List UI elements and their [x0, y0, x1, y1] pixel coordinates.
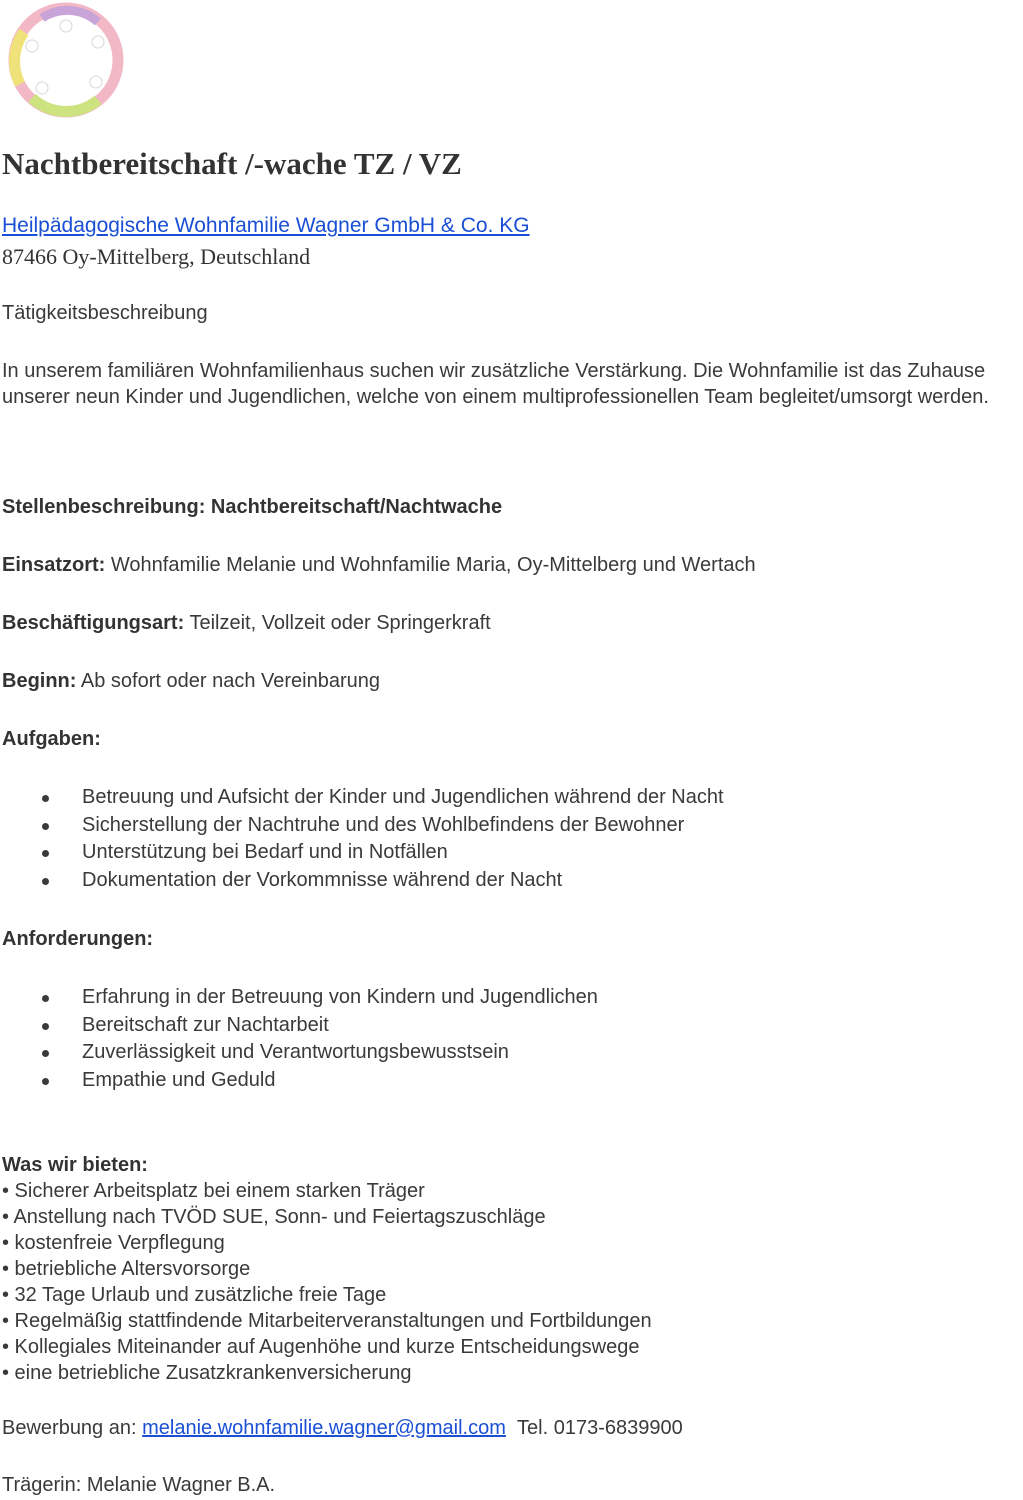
offer-item: • betriebliche Altersvorsorge [2, 1258, 251, 1280]
job-location: 87466 Oy-Mittelberg, Deutschland [2, 244, 311, 269]
offers-block [2, 1152, 652, 1386]
tasks-list [0, 784, 724, 894]
owner-line: Trägerin: Melanie Wagner B.A. [2, 1474, 276, 1496]
job-title-line-text: Stellenbeschreibung: Nachtbereitschaft/Nachtwache [2, 496, 503, 518]
offer-item: • kostenfreie Verpflegung [2, 1232, 225, 1254]
list-item: Dokumentation der Vorkommnisse während der Nacht [0, 867, 724, 895]
field-beginn [2, 668, 380, 694]
company-logo [2, 2, 126, 118]
requirements-heading [2, 926, 153, 952]
requirements-heading-text: Anforderungen: [2, 928, 154, 950]
offer-item: • Regelmäßig stattfindende Mitarbeiterveranstaltungen und Fortbildungen [2, 1310, 652, 1332]
offer-item: • Kollegiales Miteinander auf Augenhöhe und kurze Entscheidungswege [2, 1336, 640, 1358]
list-item: Erfahrung in der Betreuung von Kindern und Jugendlichen [0, 984, 598, 1012]
offer-item: • eine betriebliche Zusatzkrankenversicherung [2, 1362, 412, 1384]
offer-item: • Anstellung nach TVÖD SUE, Sonn- und Feiertagszuschläge [2, 1206, 546, 1228]
job-description: In unserem familiären Wohnfamilienhaus suchen wir zusätzliche Verstärkung. Die Wohnfamilie ist das Zuhause unserer neun Kinder und Jugendlichen, welche von einem multiprofessionellen Team begleitet/umsorgt werden. [2, 360, 989, 408]
offer-item: • Sicherer Arbeitsplatz bei einem starken Träger [2, 1180, 425, 1202]
list-item: Empathie und Geduld [0, 1067, 598, 1095]
list-item: Bereitschaft zur Nachtarbeit [0, 1012, 598, 1040]
art-label: Beschäftigungsart: [2, 612, 185, 634]
art-value: Teilzeit, Vollzeit oder Springerkraft [184, 612, 491, 634]
offer-item: • 32 Tage Urlaub und zusätzliche freie Tage [2, 1284, 387, 1306]
phone-number: Tel. 0173-6839900 [517, 1417, 683, 1439]
field-beschaeftigungsart [2, 610, 491, 636]
field-einsatzort [2, 552, 756, 578]
requirements-list [0, 984, 598, 1094]
email-link[interactable]: melanie.wohnfamilie.wagner@gmail.com [142, 1417, 506, 1439]
job-title-line [2, 494, 502, 520]
tasks-heading-text: Aufgaben: [2, 728, 101, 750]
section-heading: Tätigkeitsbeschreibung [2, 302, 208, 324]
company-link[interactable]: Heilpädagogische Wohnfamilie Wagner GmbH & Co. KG [2, 214, 530, 237]
einsatzort-value: Wohnfamilie Melanie und Wohnfamilie Maria, Oy-Mittelberg und Wertach [105, 554, 756, 576]
list-item: Unterstützung bei Bedarf und in Notfällen [0, 839, 724, 867]
beginn-value: Ab sofort oder nach Vereinbarung [76, 670, 380, 692]
contact-label: Bewerbung an: [2, 1417, 143, 1439]
tasks-heading [2, 726, 101, 752]
list-item: Zuverlässigkeit und Verantwortungsbewusstsein [0, 1039, 598, 1067]
einsatzort-label: Einsatzort: [2, 554, 106, 576]
job-title: Nachtbereitschaft /-wache TZ / VZ [2, 146, 462, 181]
beginn-label: Beginn: [2, 670, 77, 692]
offers-heading: Was wir bieten: [2, 1154, 148, 1176]
contact-line [2, 1417, 683, 1440]
list-item: Sicherstellung der Nachtruhe und des Wohlbefindens der Bewohner [0, 812, 724, 840]
list-item: Betreuung und Aufsicht der Kinder und Jugendlichen während der Nacht [0, 784, 724, 812]
